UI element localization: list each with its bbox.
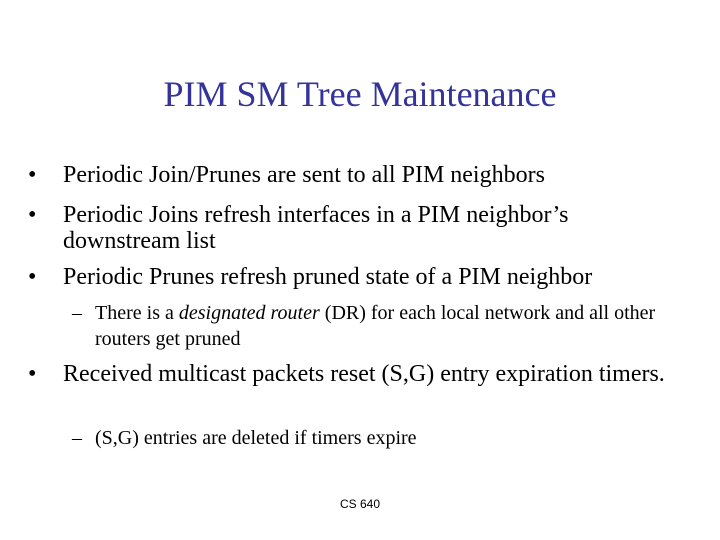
sub-bullet-item: [72, 425, 692, 451]
sub-bullet-marker: –: [72, 302, 82, 324]
sub-bullet-text-part: There is a: [95, 302, 179, 324]
bullet-text: Periodic Prunes refresh pruned state of a PIM neighbor: [63, 264, 593, 290]
bullet-marker: •: [28, 202, 37, 228]
bullet-marker: •: [28, 264, 37, 290]
bullet-item: [28, 162, 708, 188]
bullet-item: [28, 361, 708, 387]
sub-bullet-text: [95, 300, 692, 352]
bullet-text: Periodic Join/Prunes are sent to all PIM neighbors: [63, 162, 545, 188]
bullet-marker: •: [28, 162, 37, 188]
designated-router-emphasis: designated router: [178, 302, 320, 324]
slide-footer: CS 640: [339, 497, 381, 511]
sub-bullet-marker: –: [72, 427, 82, 449]
sub-bullet-item: [72, 300, 692, 352]
bullet-text: Received multicast packets reset (S,G) entry expiration timers.: [63, 361, 665, 387]
sub-bullet-text: (S,G) entries are deleted if timers expire: [95, 427, 417, 449]
sub-bullet-text-part: (DR) for each local network and all other routers get pruned: [95, 302, 656, 350]
bullet-text: Periodic Joins refresh interfaces in a PIM neighbor’s downstream list: [63, 202, 569, 254]
bullet-item: [28, 264, 708, 290]
bullet-marker: •: [28, 361, 37, 387]
slide-title: PIM SM Tree Maintenance: [163, 74, 557, 114]
bullet-item: [28, 202, 708, 254]
